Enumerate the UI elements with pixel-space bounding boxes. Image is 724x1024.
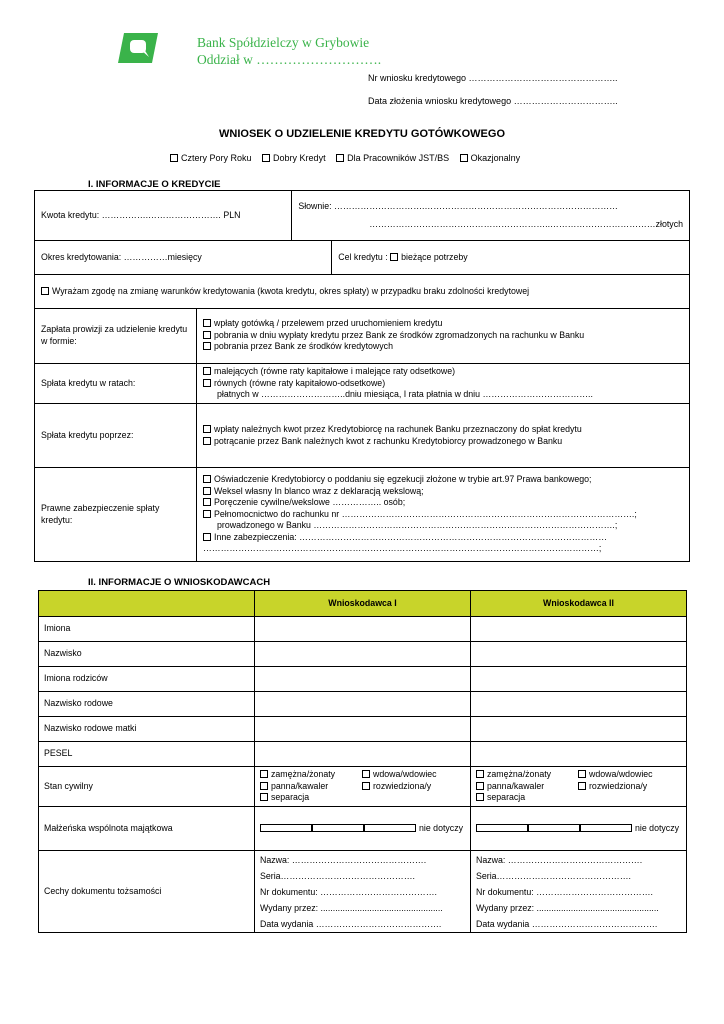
security-other-line2[interactable]: ………………………………………………………………………………………………………………………; [203, 543, 602, 554]
pesel-applicant2[interactable] [471, 742, 687, 767]
nazwisko-rodowe-applicant1[interactable] [255, 692, 471, 717]
form-title: WNIOSEK O UDZIELENIE KREDYTU GOTÓWKOWEGO [219, 128, 505, 140]
checkbox-icon[interactable] [203, 367, 211, 375]
security-bank-line[interactable]: prowadzonego w Banku ………………………………………………………………………………………….; [217, 520, 618, 531]
section2-heading: II. INFORMACJE O WNIOSKODAWCACH [88, 577, 271, 588]
civil-option[interactable]: wdowa/wdowiec [578, 769, 688, 781]
row-label-imiona-rodzicow: Imiona rodziców [39, 667, 255, 692]
applicant2-header: Wnioskodawca II [471, 591, 687, 617]
civil-option[interactable]: panna/kawaler [476, 781, 578, 793]
checkbox-icon[interactable] [528, 824, 580, 832]
security-option-4[interactable]: Pełnomocnictwo do rachunku nr ……………………………………………………………………………………….; [203, 509, 683, 521]
checkbox-icon[interactable] [476, 770, 484, 778]
id-field[interactable]: Seria………………………………………. [260, 870, 415, 881]
checkbox-icon[interactable] [476, 782, 484, 790]
checkbox-icon[interactable] [203, 331, 211, 339]
property-option[interactable] [476, 823, 528, 835]
id-applicant2 [471, 851, 687, 933]
civil-option[interactable]: zamężna/żonaty [260, 769, 362, 781]
repayment-option-1[interactable]: wpłaty należnych kwot przez Kredytobiorcę na rachunek Banku przeznaczony do spłat kredytu [203, 424, 683, 436]
row-label-id: Cechy dokumentu tożsamości [39, 851, 255, 933]
property-option[interactable] [260, 823, 312, 835]
id-field[interactable]: Wydany przez: .................................................. [476, 902, 659, 913]
purpose-option: bieżące potrzeby [401, 251, 468, 262]
nazwisko-applicant1[interactable] [255, 642, 471, 667]
imiona-rodzicow-applicant1[interactable] [255, 667, 471, 692]
commission-option-2[interactable]: pobrania w dniu wypłaty kredytu przez Bank ze środków zgromadzonych na rachunku w Banku [203, 330, 683, 342]
security-option-5[interactable]: Inne zabezpieczenia: …………………………………………………………………………………………… [203, 532, 683, 544]
checkbox-icon[interactable] [580, 824, 632, 832]
commission-option-3[interactable]: pobrania przez Bank ze środków kredytowych [203, 341, 683, 353]
checkbox-icon[interactable] [578, 770, 586, 778]
loan-number-field[interactable]: Nr wniosku kredytowego ………………………………………….. [368, 73, 618, 83]
id-field[interactable]: Seria………………………………………. [476, 870, 631, 881]
id-field[interactable]: Nr dokumentu: …………………………………. [260, 886, 437, 897]
repayment-row [34, 404, 690, 468]
checkbox-icon[interactable] [203, 510, 211, 518]
checkbox-icon[interactable] [260, 824, 312, 832]
checkbox-icon[interactable] [578, 782, 586, 790]
civil-option[interactable]: zamężna/żonaty [476, 769, 578, 781]
loan-info-table [34, 190, 690, 309]
checkbox-icon[interactable] [260, 793, 268, 801]
nazwisko-matki-applicant2[interactable] [471, 717, 687, 742]
security-option-1[interactable]: Oświadczenie Kredytobiorcy o poddaniu się egzekucji złożone w trybie art.97 Prawa bankowego; [203, 474, 683, 486]
repayment-option-2[interactable]: potrącanie przez Bank należnych kwot z rachunku Kredytobiorcy prowadzonego w Banku [203, 436, 683, 448]
commission-label: Zapłata prowizji za udzielenie kredytu w formie: [35, 308, 197, 363]
checkbox-icon[interactable] [203, 533, 211, 541]
submission-date-field[interactable]: Data złożenia wniosku kredytowego …………………………….. [368, 96, 618, 106]
nazwisko-rodowe-applicant2[interactable] [471, 692, 687, 717]
property-option[interactable]: nie dotyczy [580, 823, 632, 835]
property-option[interactable] [528, 823, 580, 835]
purpose-label: Cel kredytu : [338, 251, 388, 262]
checkbox-icon[interactable] [203, 425, 211, 433]
civil-option[interactable]: rozwiedziona/y [578, 781, 688, 793]
loan-option-okazjonalny[interactable]: Okazjonalny [460, 153, 521, 163]
property-option[interactable]: nie dotyczy [364, 823, 416, 835]
id-field[interactable]: Nazwa: ………………………………………. [476, 854, 643, 865]
amount-words-cell[interactable] [292, 191, 690, 241]
pesel-applicant1[interactable] [255, 742, 471, 767]
imiona-applicant2[interactable] [471, 617, 687, 642]
consent-text: Wyrażam zgodę na zmianę warunków kredytowania (kwota kredytu, okres spłaty) w przypadku braku zdolności kredytowej [52, 285, 530, 296]
amount-words-line2: ……………………………………………………..………………………………złotych [369, 218, 683, 229]
row-label-pesel: PESEL [39, 742, 255, 767]
checkbox-icon[interactable] [390, 253, 398, 261]
loan-option-cztery-pory[interactable]: Cztery Pory Roku [170, 153, 252, 163]
security-option-2[interactable]: Weksel własny In blanco wraz z deklaracją wekslową; [203, 486, 683, 498]
checkbox-icon[interactable] [203, 342, 211, 350]
property-option[interactable] [312, 823, 364, 835]
civil-applicant2 [471, 767, 687, 807]
civil-option[interactable]: separacja [476, 792, 578, 804]
checkbox-icon[interactable] [203, 437, 211, 445]
consent-cell[interactable] [35, 275, 690, 309]
property-applicant1 [255, 807, 471, 851]
applicant1-header: Wnioskodawca I [255, 591, 471, 617]
id-field[interactable]: Nazwa: ………………………………………. [260, 854, 427, 865]
installments-option-2[interactable]: równych (równe raty kapitałowo-odsetkowe) [203, 378, 683, 390]
checkbox-icon[interactable] [476, 824, 528, 832]
loan-option-dobry-kredyt[interactable]: Dobry Kredyt [262, 153, 326, 163]
row-label-property: Małżeńska wspólnota majątkowa [39, 807, 255, 851]
checkbox-icon[interactable] [362, 782, 370, 790]
checkbox-icon[interactable] [203, 319, 211, 327]
checkbox-icon[interactable] [336, 154, 344, 162]
checkbox-icon[interactable] [260, 782, 268, 790]
row-label-civil: Stan cywilny [39, 767, 255, 807]
checkbox-icon[interactable] [203, 498, 211, 506]
checkbox-icon[interactable] [362, 770, 370, 778]
checkbox-icon[interactable] [170, 154, 178, 162]
installments-payable[interactable]: płatnych w ………………………..dniu miesiąca, I rata płatnia w dniu ……………………………….. [217, 389, 593, 400]
id-field[interactable]: Data wydania ……………………………………. [260, 918, 442, 929]
bank-logo-icon [118, 33, 158, 63]
commission-option-1[interactable]: wpłaty gotówką / przelewem przed uruchomieniem kredytu [203, 318, 683, 330]
id-field[interactable]: Data wydania ……………………………………. [476, 918, 658, 929]
applicants-table [38, 590, 687, 933]
checkbox-icon[interactable] [203, 487, 211, 495]
civil-option[interactable]: rozwiedziona/y [362, 781, 472, 793]
checkbox-icon[interactable] [260, 770, 268, 778]
header-blank [39, 591, 255, 617]
installments-row [34, 364, 690, 404]
civil-option[interactable]: wdowa/wdowiec [362, 769, 472, 781]
security-row [34, 468, 690, 562]
checkbox-icon[interactable] [203, 475, 211, 483]
row-label-imiona: Imiona [39, 617, 255, 642]
checkbox-icon[interactable] [364, 824, 416, 832]
civil-option[interactable]: panna/kawaler [260, 781, 362, 793]
civil-option[interactable]: separacja [260, 792, 362, 804]
section1-heading: I. INFORMACJE O KREDYCIE [88, 179, 221, 190]
loan-option-jst[interactable]: Dla Pracowników JST/BS [336, 153, 449, 163]
row-label-nazwisko-matki: Nazwisko rodowe matki [39, 717, 255, 742]
installments-option-1[interactable]: malejących (równe raty kapitałowe i malejące raty odsetkowe) [203, 366, 683, 378]
amount-field[interactable]: Kwota kredytu: …………….……………………. PLN [35, 191, 292, 241]
civil-applicant1 [255, 767, 471, 807]
checkbox-icon[interactable] [312, 824, 364, 832]
security-option-3[interactable]: Poręczenie cywilne/wekslowe …………….. osób; [203, 497, 683, 509]
checkbox-icon[interactable] [476, 793, 484, 801]
bank-name-line1: Bank Spółdzielczy w Grybowie [197, 35, 370, 50]
nazwisko-applicant2[interactable] [471, 642, 687, 667]
row-label-nazwisko: Nazwisko [39, 642, 255, 667]
checkbox-icon[interactable] [203, 379, 211, 387]
id-field[interactable]: Nr dokumentu: …………………………………. [476, 886, 653, 897]
security-label: Prawne zabezpieczenie spłaty kredytu: [35, 468, 197, 561]
commission-row [34, 308, 690, 364]
id-applicant1 [255, 851, 471, 933]
amount-words-line1: Słownie: ………………………….………………………………………………………… [298, 201, 618, 211]
imiona-rodzicow-applicant2[interactable] [471, 667, 687, 692]
checkbox-icon[interactable] [41, 287, 49, 295]
bank-branch-line: Oddział w ………………………. [197, 52, 382, 67]
checkbox-icon[interactable] [460, 154, 468, 162]
installments-label: Spłata kredytu w ratach: [35, 364, 197, 403]
row-label-nazwisko-rodowe: Nazwisko rodowe [39, 692, 255, 717]
checkbox-icon[interactable] [262, 154, 270, 162]
imiona-applicant1[interactable] [255, 617, 471, 642]
period-field[interactable]: Okres kredytowania: ……………miesięcy [35, 241, 332, 275]
id-field[interactable]: Wydany przez: .................................................. [260, 902, 443, 913]
loan-options [170, 153, 528, 163]
purpose-cell [332, 241, 690, 275]
nazwisko-matki-applicant1[interactable] [255, 717, 471, 742]
bank-name [197, 34, 381, 68]
property-applicant2 [471, 807, 687, 851]
repayment-label: Spłata kredytu poprzez: [35, 404, 197, 467]
